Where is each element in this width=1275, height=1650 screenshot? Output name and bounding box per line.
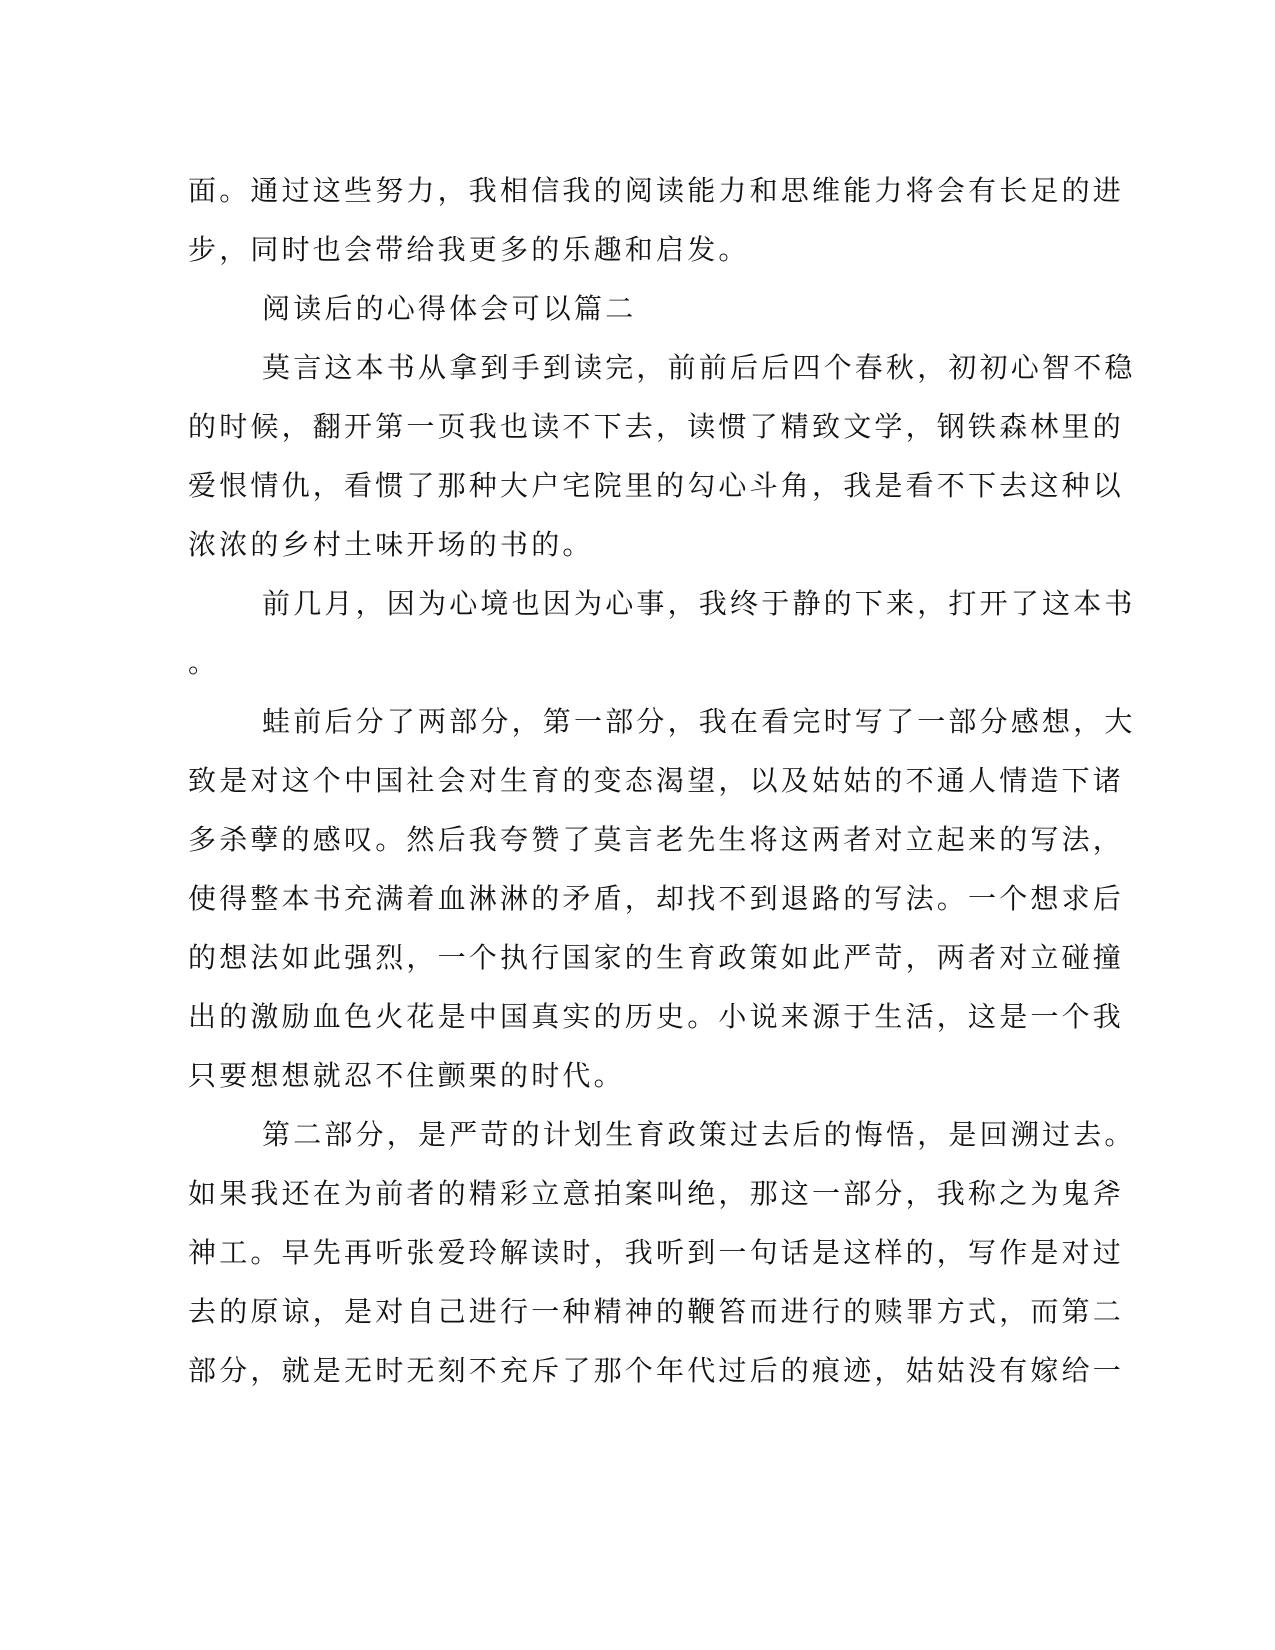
text-line: 前几月，因为心境也因为心事，我终于静的下来，打开了这本书 [262,587,1136,620]
document-body [188,161,1136,1400]
text-line: 如果我还在为前者的精彩立意拍案叫绝，那这一部分，我称之为鬼斧 [188,1177,1125,1210]
text-line: 去的原谅，是对自己进行一种精神的鞭笞而进行的赎罪方式，而第二 [188,1295,1125,1328]
text-line: 神工。早先再听张爱玲解读时，我听到一句话是这样的，写作是对过 [188,1236,1125,1269]
text-line: 的时候，翻开第一页我也读不下去，读惯了精致文学，钢铁森林里的 [188,410,1125,443]
text-line: 使得整本书充满着血淋淋的矛盾，却找不到退路的写法。一个想求后 [188,882,1125,915]
text-line: 致是对这个中国社会对生育的变态渴望，以及姑姑的不通人情造下诸 [188,764,1125,797]
text-line: 爱恨情仇，看惯了那种大户宅院里的勾心斗角，我是看不下去这种以 [188,469,1125,502]
text-line: 多杀孽的感叹。然后我夸赞了莫言老先生将这两者对立起来的写法， [188,823,1125,856]
text-line: 只要想想就忍不住颤栗的时代。 [188,1059,625,1092]
text-line: 面。通过这些努力，我相信我的阅读能力和思维能力将会有长足的进 [188,174,1125,207]
text-line: 步，同时也会带给我更多的乐趣和启发。 [188,233,750,266]
text-line: 莫言这本书从拿到手到读完，前前后后四个春秋，初初心智不稳 [262,351,1136,384]
text-line: 蛙前后分了两部分，第一部分，我在看完时写了一部分感想，大 [262,705,1136,738]
text-line: 浓浓的乡村土味开场的书的。 [188,528,594,561]
text-line: 。 [188,646,220,679]
text-line: 出的激励血色火花是中国真实的历史。小说来源于生活，这是一个我 [188,1000,1125,1033]
section-heading: 阅读后的心得体会可以篇二 [262,292,637,325]
text-line: 第二部分，是严苛的计划生育政策过去后的悔悟，是回溯过去。 [262,1118,1136,1151]
text-line: 的想法如此强烈，一个执行国家的生育政策如此严苛，两者对立碰撞 [188,941,1125,974]
text-line: 部分，就是无时无刻不充斥了那个年代过后的痕迹，姑姑没有嫁给一 [188,1354,1125,1387]
